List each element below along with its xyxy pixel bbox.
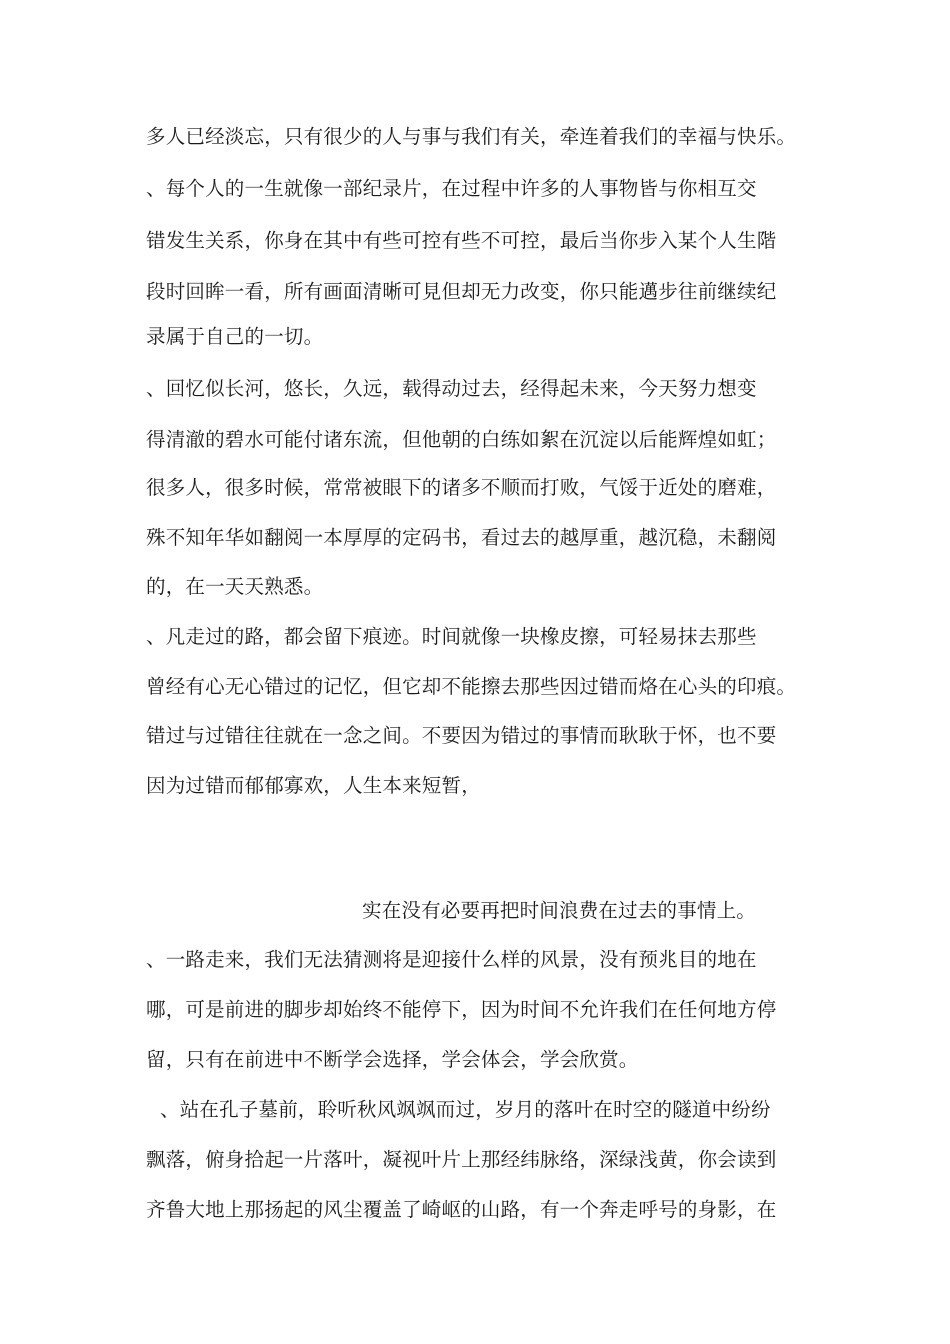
text-line-10: 的，在一天天熟悉。 [146,575,324,598]
text-line-1: 多人已经淡忘，只有很少的人与事与我们有关，牵连着我们的幸福与快乐。 [146,125,797,148]
text-line-13: 错过与过错往往就在一念之间。不要因为错过的事情而耿耿于怀，也不要 [146,724,777,747]
text-line-15: 实在没有必要再把时间浪费在过去的事情上。 [362,899,757,922]
text-line-17: 哪，可是前进的脚步却始终不能停下，因为时间不允许我们在任何地方停 [146,998,777,1021]
text-line-11: 、凡走过的路，都会留下痕迹。时间就像一块橡皮擦，可轻易抹去那些 [146,625,757,648]
text-line-4: 段时回眸一看，所有画面清晰可見但却无力改变，你只能邁步往前继续纪 [146,280,777,303]
text-line-9: 殊不知年华如翻阅一本厚厚的定码书，看过去的越厚重，越沉稳，未翻阅 [146,526,777,549]
text-line-20: 飘落，俯身拾起一片落叶，凝视叶片上那经纬脉络，深绿浅黄，你会读到 [146,1148,777,1171]
text-line-12: 曾经有心无心错过的记忆，但它却不能擦去那些因过错而烙在心头的印痕。 [146,675,797,698]
text-line-19: 、站在孔子墓前，聆听秋风飒飒而过，岁月的落叶在时空的隧道中纷纷 [160,1098,771,1121]
text-line-2: 、每个人的一生就像一部纪录片，在过程中许多的人事物皆与你相互交 [146,177,757,200]
text-line-7: 得清澈的碧水可能付诸东流，但他朝的白练如絮在沉淀以后能辉煌如虹； [146,428,777,451]
text-line-6: 、回忆似长河，悠长，久远，载得动过去，经得起未来，今天努力想变 [146,377,757,400]
text-line-21: 齐鲁大地上那扬起的风尘覆盖了崎岖的山路，有一个奔走呼号的身影，在 [146,1198,777,1221]
text-line-8: 很多人，很多时候，常常被眼下的诸多不顺而打败，气馁于近处的磨难， [146,476,777,499]
text-line-5: 录属于自己的一切。 [146,325,324,348]
text-line-18: 留，只有在前进中不断学会选择，学会体会，学会欣赏。 [146,1048,639,1071]
text-line-16: 、一路走来，我们无法猜测将是迎接什么样的风景，没有预兆目的地在 [146,948,757,971]
text-line-14: 因为过错而郁郁寡欢，人生本来短暂， [146,774,481,797]
text-line-3: 错发生关系，你身在其中有些可控有些不可控，最后当你步入某个人生階 [146,229,777,252]
